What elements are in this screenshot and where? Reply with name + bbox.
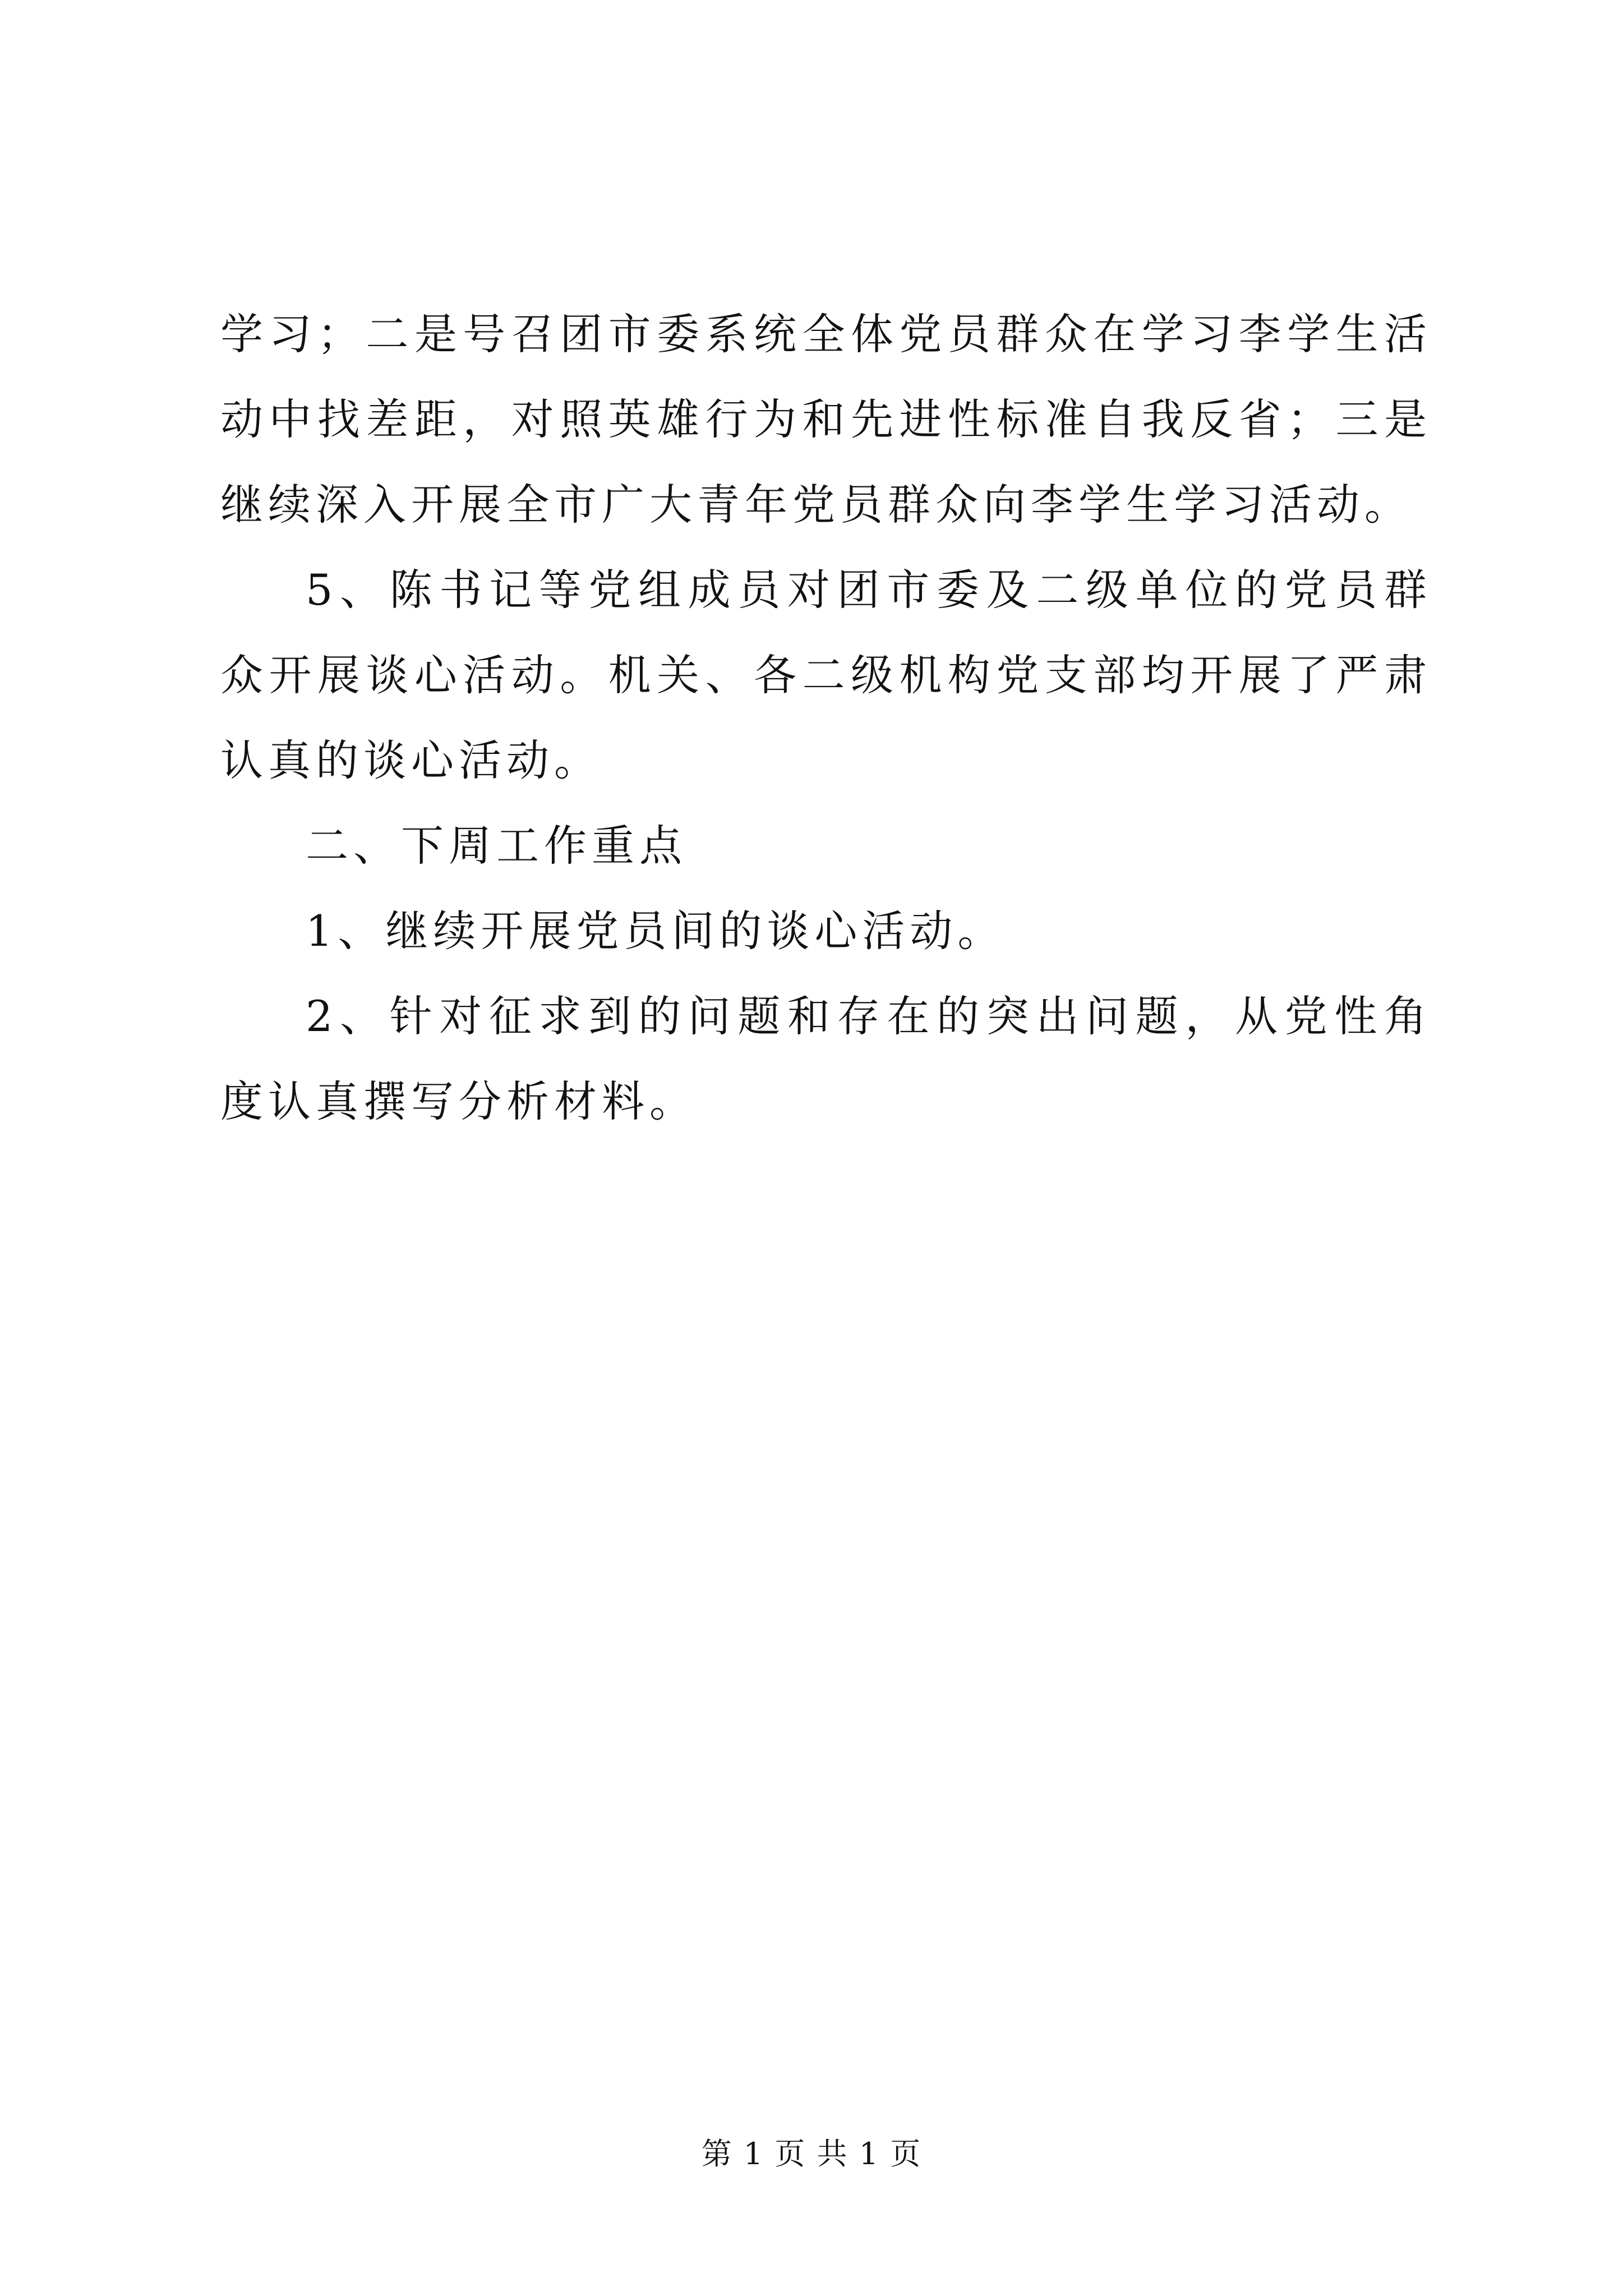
paragraph-continuation: 学习；二是号召团市委系统全体党员群众在学习李学生活动中找差距，对照英雄行为和先进性标准自我反省；三是继续深入开展全市广大青年党员群众向李学生学习活动。 bbox=[220, 309, 1432, 530]
paragraph-item-5: 5、陈书记等党组成员对团市委及二级单位的党员群众开展谈心活动。机关、各二级机构党支部均开展了严肃认真的谈心活动。 bbox=[220, 565, 1432, 785]
paragraph-item-2: 2、针对征求到的问题和存在的突出问题，从党性角度认真撰写分析材料。 bbox=[220, 991, 1432, 1126]
section-heading-next-week: 二、下周工作重点 bbox=[306, 821, 687, 871]
document-body bbox=[220, 292, 1432, 1144]
paragraph-item-1: 1、继续开展党员间的谈心活动。 bbox=[306, 906, 1006, 956]
page-footer: 第 1 页 共 1 页 bbox=[701, 2136, 922, 2171]
